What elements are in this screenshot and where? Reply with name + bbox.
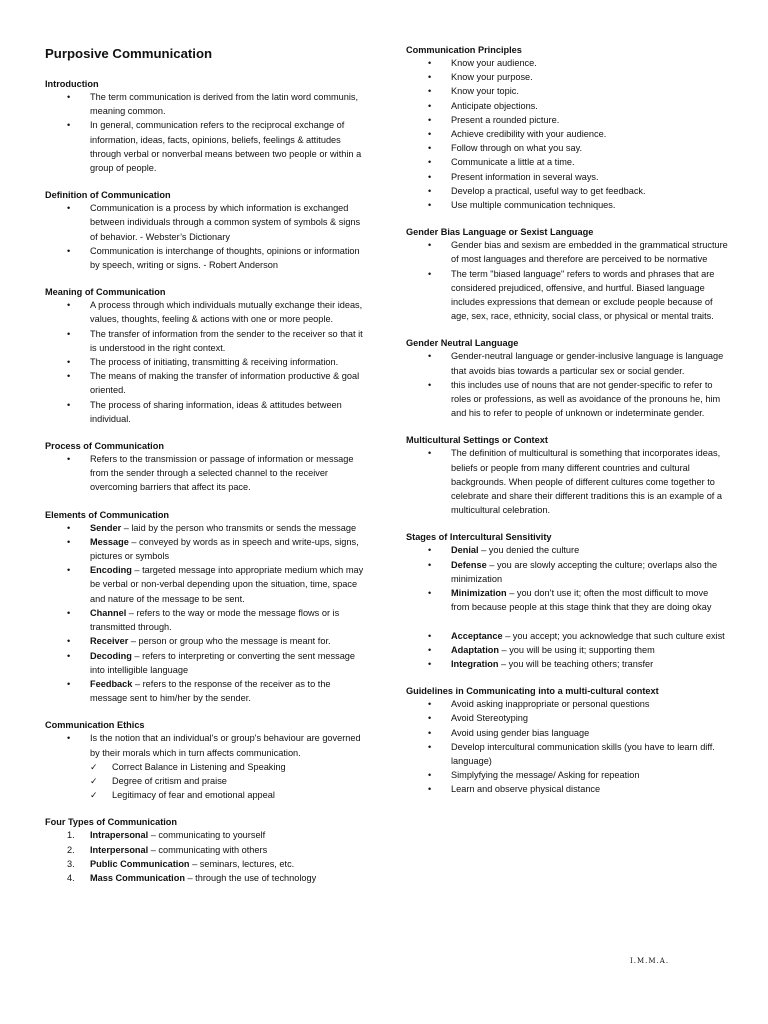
checklist-item (45, 788, 367, 802)
right-column (406, 44, 728, 797)
term: Decoding (90, 650, 132, 661)
term: Denial (451, 545, 479, 556)
checklist-text: Degree of critism and praise (112, 775, 227, 786)
list-item: • The term communication is derived from the latin word communis, meaning common. (45, 90, 367, 118)
list-item: • Gender-neutral language or gender-inclusive language is language that avoids bias towards a particular sex or social gender. (406, 349, 728, 377)
term: Minimization (451, 588, 507, 599)
gender-bias-list (406, 238, 728, 323)
list-item: • Anticipate objections. (406, 99, 728, 113)
list-item (45, 535, 367, 563)
checkmark-icon: ✓ (90, 790, 98, 801)
definition: – targeted message into appropriate medium which may be verbal or non-verbal depending upon the situation, time, space and nature of the message to be sent. (90, 565, 364, 604)
section-heading-meaning: Meaning of Communication (45, 287, 166, 298)
list-item: • A process through which individuals mutually exchange their ideas, values, thoughts, feeling & actions with one or more people. (45, 298, 367, 326)
list-item (406, 629, 728, 643)
section-heading-process: Process of Communication (45, 441, 164, 452)
section-heading-types: Four Types of Communication (45, 817, 178, 828)
list-item: • The transfer of information from the sender to the receiver so that it is understood in the right context. (45, 327, 367, 355)
list-item: • Use multiple communication techniques. (406, 198, 728, 212)
multicultural-list (406, 446, 728, 517)
list-item: • Refers to the transmission or passage of information or message from the sender through a selected channel to the receiver overcoming barriers that affect its pace. (45, 452, 367, 495)
ethics-checklist (45, 760, 367, 803)
list-item: • Present a rounded picture. (406, 113, 728, 127)
definition: – refers to interpreting or converting the sent message into intelligible language (90, 650, 356, 675)
term: Public Communication (90, 858, 190, 869)
section-heading-multicultural: Multicultural Settings or Context (406, 435, 548, 446)
list-item: • Know your audience. (406, 56, 728, 70)
types-list (45, 828, 367, 885)
definition: – person or group who the message is meant for. (128, 636, 331, 647)
guidelines-list (406, 697, 728, 796)
definition: – you denied the culture (478, 545, 580, 556)
term: Encoding (90, 565, 132, 576)
term: Integration (451, 658, 499, 669)
document-title: Purposive Communication (45, 46, 213, 61)
checklist-item (45, 760, 367, 774)
term: Sender (90, 522, 122, 533)
list-item: • The term "biased language" refers to words and phrases that are considered prejudiced, offensive, and hurtful. Biased language includes expressions that demean or exclude people because of age, sex, race, ethnicity, social class, or physical or mental traits. (406, 267, 728, 324)
term: Message (90, 536, 129, 547)
list-item (406, 657, 728, 671)
list-item: • Communicate a little at a time. (406, 155, 728, 169)
term: Receiver (90, 636, 129, 647)
list-item: • Present information in several ways. (406, 170, 728, 184)
definition: – communicating to yourself (148, 830, 266, 841)
section-heading-ethics: Communication Ethics (45, 720, 145, 731)
list-item (45, 649, 367, 677)
list-item: • The process of sharing information, ideas & attitudes between individual. (45, 398, 367, 426)
list-item: • Develop intercultural communication skills (you have to learn diff. language) (406, 740, 728, 768)
definition: – you are slowly accepting the culture; overlaps also the minimization (451, 559, 718, 584)
section-heading-definition: Definition of Communication (45, 190, 171, 201)
definition: – seminars, lectures, etc. (189, 858, 295, 869)
list-item (45, 606, 367, 634)
list-item: • The means of making the transfer of information productive & goal oriented. (45, 369, 367, 397)
term: Mass Communication (90, 872, 185, 883)
list-item (406, 643, 728, 657)
list-item: • Simplyfying the message/ Asking for repeation (406, 768, 728, 782)
term: Adaptation (451, 644, 499, 655)
section-heading-principles: Communication Principles (406, 45, 522, 55)
section-heading-stages: Stages of Intercultural Sensitivity (406, 532, 552, 543)
definition: – conveyed by words as in speech and write-ups, signs, pictures or symbols (90, 536, 359, 562)
item-number: 1. (67, 830, 75, 841)
list-item: • Is the notion that an individual's or group's behaviour are governed by their morals which in turn affects communication. (45, 731, 367, 759)
list-item (45, 677, 367, 705)
list-item: • The process of initiating, transmitting & receiving information. (45, 355, 367, 369)
stages-list-a (406, 543, 728, 614)
checkmark-icon: ✓ (90, 775, 98, 786)
list-item: • Know your purpose. (406, 70, 728, 84)
list-item: • Learn and observe physical distance (406, 782, 728, 796)
section-heading-introduction: Introduction (45, 79, 99, 89)
list-item (45, 857, 367, 871)
list-item (45, 843, 367, 857)
definition: – laid by the person who transmits or sends the message (121, 522, 357, 533)
section-heading-elements: Elements of Communication (45, 509, 170, 520)
definition-list (45, 201, 367, 272)
introduction-list (45, 90, 367, 175)
list-item (45, 563, 367, 606)
checkmark-icon: ✓ (90, 761, 98, 772)
process-list (45, 452, 367, 495)
principles-list (406, 56, 728, 212)
term: Acceptance (451, 630, 503, 641)
checklist-text: Correct Balance in Listening and Speaking (112, 761, 286, 772)
definition: – through the use of technology (184, 872, 317, 883)
spacer (406, 615, 728, 629)
term: Feedback (90, 678, 133, 689)
meaning-list (45, 298, 367, 426)
definition: – communicating with others (148, 844, 268, 855)
elements-list (45, 521, 367, 706)
gender-neutral-list (406, 349, 728, 420)
item-number: 3. (67, 858, 75, 869)
list-item: • Communication is a process by which information is exchanged between individuals through a common system of symbols & signs of behavior. - Webster’s Dictionary (45, 201, 367, 244)
list-item: • Communication is interchange of thoughts, opinions or information by speech, writing or signs. - Robert Anderson (45, 244, 367, 272)
list-item (406, 543, 728, 557)
checklist-text: Legitimacy of fear and emotional appeal (112, 790, 275, 801)
checklist-item (45, 774, 367, 788)
list-item: • Gender bias and sexism are embedded in the grammatical structure of most languages and therefore are perceived to be normative (406, 238, 728, 266)
list-item: • Avoid Stereotyping (406, 711, 728, 725)
list-item: • In general, communication refers to the reciprocal exchange of information, ideas, facts, opinions, beliefs, feelings & attitudes through verbal or nonverbal means between two people or within a group of people. (45, 118, 367, 175)
term: Defense (451, 559, 487, 570)
list-item (45, 871, 367, 885)
author-initials-mark: I.M.M.A. (630, 957, 670, 965)
list-item: • Avoid using gender bias language (406, 726, 728, 740)
list-item (45, 828, 367, 842)
definition: – you don’t use it; often the most difficult to move from because people at this stage think that they are doing okay (451, 588, 712, 613)
item-number: 4. (67, 872, 75, 883)
ethics-list (45, 731, 367, 759)
definition: – refers to the way or mode the message flows or is transmitted through. (90, 607, 340, 633)
section-heading-gender-neutral: Gender Neutral Language (406, 338, 519, 349)
stages-list-b (406, 629, 728, 672)
list-item: • Avoid asking inappropriate or personal questions (406, 697, 728, 711)
section-heading-guidelines: Guidelines in Communicating into a multi-cultural context (406, 686, 659, 697)
list-item: • The definition of multicultural is something that incorporates ideas, beliefs or people from many different countries and cultural backgrounds. When people of different cultures come together to celebrate and share their different traditions this is an example of a multicultural celebration. (406, 446, 728, 517)
definition: – you will be teaching others; transfer (498, 658, 654, 669)
definition: – refers to the response of the receiver as to the message sent to him/her by the sender. (90, 678, 331, 704)
term: Interpersonal (90, 844, 149, 855)
left-column (45, 44, 367, 885)
definition: – you accept; you acknowledge that such culture exist (502, 630, 725, 641)
definition: – you will be using it; supporting them (498, 644, 655, 655)
list-item: • this includes use of nouns that are not gender-specific to refer to roles or professions, as well as avoidance of the pronouns he, him and his to refer to people of unknown or indeterminate gender. (406, 378, 728, 421)
list-item: • Follow through on what you say. (406, 141, 728, 155)
list-item: • Achieve credibility with your audience. (406, 127, 728, 141)
list-item (45, 521, 367, 535)
list-item: • Develop a practical, useful way to get feedback. (406, 184, 728, 198)
section-heading-gender-bias: Gender Bias Language or Sexist Language (406, 227, 594, 238)
list-item (406, 558, 728, 586)
list-item (45, 634, 367, 648)
term: Intrapersonal (90, 830, 149, 841)
list-item: • Know your topic. (406, 84, 728, 98)
term: Channel (90, 607, 127, 618)
item-number: 2. (67, 844, 75, 855)
list-item (406, 586, 728, 614)
